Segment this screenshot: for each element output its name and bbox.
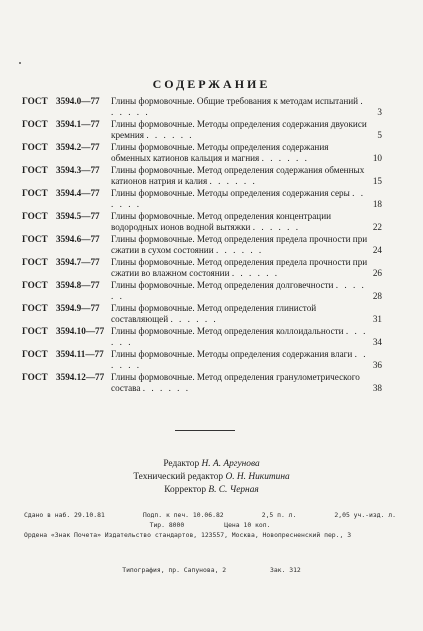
toc-gost: ГОСТ bbox=[22, 349, 48, 359]
printer-line bbox=[0, 566, 423, 574]
toc-page-number: 28 bbox=[372, 291, 382, 301]
toc-entry bbox=[22, 96, 384, 118]
toc-standard-number: 3594.11—77 bbox=[56, 349, 104, 359]
toc-title: Глины формовочные. Методы определения содержания влаги . . . . . . bbox=[111, 349, 368, 370]
toc-entry bbox=[22, 349, 384, 371]
toc-title: Глины формовочные. Метод определения долговечности . . . . . . bbox=[111, 280, 366, 301]
toc-title: Глины формовочные. Методы определения содержания серы . . . . . . bbox=[111, 188, 366, 209]
imprint-print-run: Тир. 8000 bbox=[149, 521, 185, 529]
toc-entry bbox=[22, 234, 384, 256]
toc-gost: ГОСТ bbox=[22, 96, 48, 106]
toc-title: Глины формовочные. Метод определения предела прочности при сжатии во влажном состоянии . . . . . . bbox=[111, 257, 368, 278]
toc-page-number: 26 bbox=[372, 268, 382, 278]
imprint-submitted: Сдано в наб. 29.10.81 bbox=[24, 511, 105, 519]
tech-editor-role: Технический редактор bbox=[133, 472, 224, 482]
toc-standard-number: 3594.4—77 bbox=[56, 188, 100, 198]
toc-page-number: 22 bbox=[372, 222, 382, 232]
toc-title: Глины формовочные. Методы определения содержания двуокиси кремния . . . . . . bbox=[111, 119, 367, 140]
toc-entry bbox=[22, 372, 384, 394]
imprint-price: Цена 10 коп. bbox=[224, 521, 271, 529]
toc-page-number: 34 bbox=[372, 337, 382, 347]
toc-title: Глины формовочные. Метод определения содержания обменных катионов натрия и калия . . . . . . bbox=[111, 165, 365, 186]
toc-page-number: 15 bbox=[372, 176, 382, 186]
editor-line bbox=[0, 458, 423, 471]
imprint-sheets: 2,5 п. л. bbox=[261, 511, 297, 519]
toc-gost: ГОСТ bbox=[22, 280, 48, 290]
toc-entry bbox=[22, 119, 384, 141]
toc-entry bbox=[22, 303, 384, 325]
toc-gost: ГОСТ bbox=[22, 188, 48, 198]
toc-standard-number: 3594.3—77 bbox=[56, 165, 100, 175]
toc-title: Глины формовочные. Метод определения гранулометрического состава . . . . . . bbox=[111, 372, 360, 393]
toc-gost: ГОСТ bbox=[22, 211, 48, 221]
toc-page-number: 38 bbox=[372, 383, 382, 393]
toc-title: Глины формовочные. Метод определения коллоидальности . . . . . . bbox=[111, 326, 368, 347]
imprint-publisher: Ордена «Знак Почета» Издательство стандартов, 123557, Москва, Новопресненский пер., 3 bbox=[24, 531, 352, 539]
imprint-row-1 bbox=[24, 510, 396, 520]
toc-gost: ГОСТ bbox=[22, 165, 48, 175]
toc-standard-number: 3594.1—77 bbox=[56, 119, 100, 129]
imprint-pub-sheets: 2,05 уч.-изд. л. bbox=[334, 511, 396, 519]
toc-standard-number: 3594.10—77 bbox=[56, 326, 105, 336]
tech-editor-line bbox=[0, 471, 423, 484]
toc-page-number: 10 bbox=[372, 153, 382, 163]
toc-title: Глины формовочные. Метод определения глинистой составляющей . . . . . . bbox=[111, 303, 317, 324]
toc-title: Глины формовочные. Метод определения концентрации водородных ионов водной вытяжки . . . . . . bbox=[111, 211, 332, 232]
credits-block bbox=[0, 458, 423, 497]
toc-entry bbox=[22, 188, 384, 210]
table-of-contents bbox=[22, 96, 384, 395]
toc-gost: ГОСТ bbox=[22, 142, 48, 152]
toc-entry bbox=[22, 165, 384, 187]
toc-page-number: 31 bbox=[372, 314, 382, 324]
toc-standard-number: 3594.2—77 bbox=[56, 142, 100, 152]
toc-gost: ГОСТ bbox=[22, 234, 48, 244]
toc-standard-number: 3594.7—77 bbox=[56, 257, 100, 267]
page-title: СОДЕРЖАНИЕ bbox=[152, 77, 271, 91]
toc-standard-number: 3594.12—77 bbox=[56, 372, 105, 382]
toc-gost: ГОСТ bbox=[22, 372, 48, 382]
toc-page-number: 5 bbox=[377, 130, 382, 140]
toc-standard-number: 3594.9—77 bbox=[56, 303, 100, 313]
imprint-block bbox=[24, 510, 396, 540]
toc-gost: ГОСТ bbox=[22, 257, 48, 267]
toc-standard-number: 3594.8—77 bbox=[56, 280, 100, 290]
divider bbox=[175, 430, 235, 431]
toc-entry bbox=[22, 211, 384, 233]
imprint-row-2 bbox=[24, 520, 396, 530]
editor-name: Н. А. Аргунова bbox=[201, 459, 260, 469]
editor-role: Редактор bbox=[163, 459, 200, 469]
toc-title: Глины формовочные. Общие требования к методам испытаний . . . . . . bbox=[111, 96, 365, 117]
toc-entry bbox=[22, 257, 384, 279]
toc-standard-number: 3594.0—77 bbox=[56, 96, 100, 106]
imprint-signed: Подп. к печ. 10.06.82 bbox=[142, 511, 224, 519]
imprint-row-3 bbox=[24, 530, 396, 540]
toc-entry bbox=[22, 326, 384, 348]
toc-page-number: 24 bbox=[372, 245, 382, 255]
printer-address: Типография, пр. Сапунова, 2 bbox=[122, 566, 227, 574]
toc-title: Глины формовочные. Метод определения предела прочности при сжатии в сухом состоянии . . . . . . bbox=[111, 234, 368, 255]
toc-entry bbox=[22, 142, 384, 164]
toc-page-number: 36 bbox=[372, 360, 382, 370]
corrector-line bbox=[0, 484, 423, 497]
corrector-role: Корректор bbox=[164, 485, 207, 495]
stray-dot bbox=[19, 62, 21, 64]
toc-title: Глины формовочные. Методы определения содержания обменных катионов кальция и магния . . . . . . bbox=[111, 142, 329, 163]
toc-standard-number: 3594.5—77 bbox=[56, 211, 100, 221]
order-number: Зак. 312 bbox=[269, 566, 301, 574]
tech-editor-name: О. Н. Никитина bbox=[225, 472, 290, 482]
toc-standard-number: 3594.6—77 bbox=[56, 234, 100, 244]
toc-gost: ГОСТ bbox=[22, 119, 48, 129]
toc-gost: ГОСТ bbox=[22, 303, 48, 313]
toc-page-number: 18 bbox=[372, 199, 382, 209]
toc-entry bbox=[22, 280, 384, 302]
corrector-name: В. С. Черная bbox=[208, 485, 259, 495]
toc-page-number: 3 bbox=[377, 107, 382, 117]
toc-gost: ГОСТ bbox=[22, 326, 48, 336]
